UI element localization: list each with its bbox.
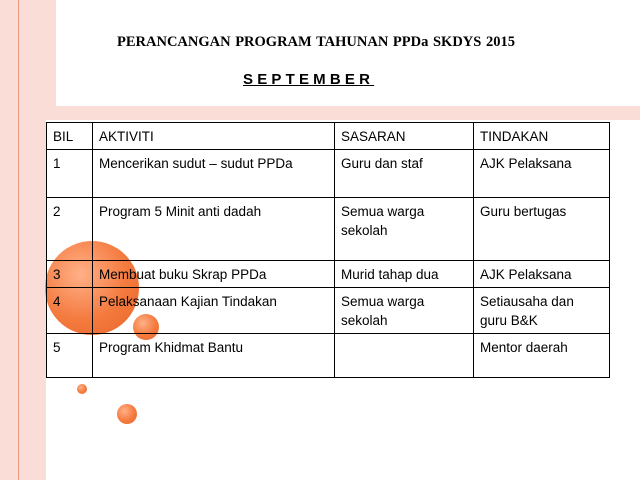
header-sasaran: SASARAN [335,123,474,150]
cell-bil: 3 [47,261,93,288]
cell-aktiviti: Program 5 Minit anti dadah [93,198,335,261]
cell-aktiviti: Membuat buku Skrap PPDa [93,261,335,288]
cell-sasaran: Guru dan staf [335,150,474,198]
cell-aktiviti: Program Khidmat Bantu [93,334,335,378]
header-bil: BIL [47,123,93,150]
table-row [47,334,610,378]
cell-sasaran: Semua warga sekolah [335,288,474,334]
cell-tindakan: AJK Pelaksana [474,261,610,288]
cell-bil: 5 [47,334,93,378]
cell-bil: 4 [47,288,93,334]
cell-bil: 1 [47,150,93,198]
left-background-band [0,0,46,480]
title-card [56,0,640,106]
cell-sasaran: Murid tahap dua [335,261,474,288]
cell-aktiviti: Mencerikan sudut – sudut PPDa [93,150,335,198]
month-heading: SEPTEMBER [243,71,375,88]
cell-tindakan: AJK Pelaksana [474,150,610,198]
table-header-row [47,123,610,150]
cell-bil: 2 [47,198,93,261]
cell-tindakan: Mentor daerah [474,334,610,378]
table-row [47,288,610,334]
table-row [47,261,610,288]
decorative-circle-small [117,404,137,424]
decorative-circle-tiny [77,384,87,394]
cell-tindakan: Setiausaha dan guru B&K [474,288,610,334]
accent-vertical-line [18,0,19,480]
slide-title: PERANCANGAN PROGRAM TAHUNAN PPDa SKDYS 2015 [117,34,515,50]
table-row [47,198,610,261]
cell-sasaran: Semua warga sekolah [335,198,474,261]
program-table [46,122,610,378]
cell-sasaran [335,334,474,378]
table-row [47,150,610,198]
cell-aktiviti: Pelaksanaan Kajian Tindakan [93,288,335,334]
header-tindakan: TINDAKAN [474,123,610,150]
cell-tindakan: Guru bertugas [474,198,610,261]
header-aktiviti: AKTIVITI [93,123,335,150]
